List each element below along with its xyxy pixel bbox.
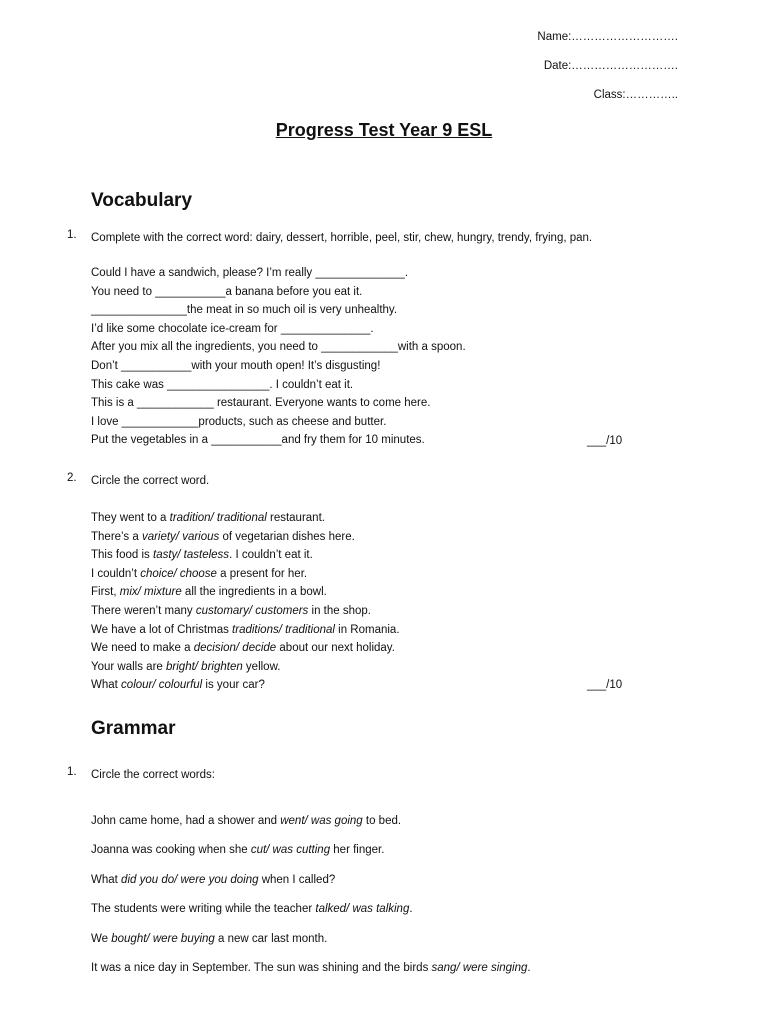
vocabulary-heading: Vocabulary bbox=[91, 190, 193, 211]
sentence-text: Joanna was cooking when she bbox=[91, 844, 251, 857]
sentence-line bbox=[91, 900, 531, 929]
sentence-text: in Romania. bbox=[334, 623, 400, 636]
sentence-line bbox=[91, 959, 531, 988]
answer-options[interactable]: bought/ were buying bbox=[111, 932, 215, 945]
answer-options[interactable]: went/ was going bbox=[280, 815, 363, 827]
answer-options[interactable]: customary/ customers bbox=[195, 604, 309, 617]
sentence-text: . bbox=[409, 903, 413, 916]
answer-options[interactable]: tradition/ traditional bbox=[169, 512, 267, 524]
sentence-line bbox=[91, 565, 400, 584]
sentence-text: a new car last month. bbox=[214, 932, 328, 945]
sentence-line: Don’t ___________with your mouth open! It’s disgusting! bbox=[91, 359, 381, 372]
sentence-line bbox=[91, 583, 400, 602]
answer-options[interactable]: sang/ were singing bbox=[431, 961, 528, 974]
answer-options[interactable]: cut/ was cutting bbox=[250, 844, 331, 857]
sentence-line bbox=[91, 676, 400, 695]
sentence-line bbox=[91, 841, 531, 870]
answer-options[interactable]: decision/ decide bbox=[193, 642, 277, 655]
answer-options[interactable]: tasty/ tasteless bbox=[153, 549, 230, 562]
date-field: Date:………………………. bbox=[543, 60, 678, 72]
sentence-text: in the shop. bbox=[308, 604, 371, 617]
answer-options[interactable]: talked/ was talking bbox=[315, 903, 410, 916]
answer-options[interactable]: colour/ colourful bbox=[121, 679, 203, 692]
sentence-line: Could I have a sandwich, please? I’m really ______________. bbox=[91, 267, 409, 279]
vocab-q2-sentences bbox=[91, 509, 400, 695]
class-field: Class:………….. bbox=[593, 89, 678, 101]
sentence-text: about our next holiday. bbox=[276, 642, 395, 655]
answer-options[interactable]: did you do/ were you doing bbox=[121, 873, 259, 886]
sentence-text: I couldn’t bbox=[91, 567, 141, 580]
sentence-line bbox=[91, 639, 400, 658]
sentence-text: First, bbox=[91, 586, 120, 599]
grammar-q1-instruction: Circle the correct words: bbox=[91, 769, 215, 781]
name-field: Name:………………………. bbox=[537, 31, 678, 43]
grammar-q1-sentences bbox=[91, 812, 531, 988]
answer-options[interactable]: choice/ choose bbox=[140, 567, 217, 580]
sentence-text: It was a nice day in September. The sun was shining and the birds bbox=[91, 961, 432, 974]
sentence-line bbox=[91, 509, 400, 528]
sentence-text: of vegetarian dishes here. bbox=[219, 530, 355, 543]
sentence-text: John came home, had a shower and bbox=[91, 815, 281, 827]
sentence-line bbox=[91, 602, 400, 621]
sentence-text: her finger. bbox=[330, 844, 385, 857]
answer-options[interactable]: bright/ brighten bbox=[166, 660, 243, 673]
sentence-line bbox=[91, 871, 531, 900]
sentence-text: We bbox=[91, 932, 112, 945]
vocab-q1-instruction: Complete with the correct word: dairy, dessert, horrible, peel, stir, chew, hungry, trendy, frying, pan. bbox=[91, 232, 593, 244]
sentence-text: a present for her. bbox=[216, 567, 308, 580]
sentence-text: when I called? bbox=[258, 873, 336, 886]
sentence-line: You need to ___________a banana before you eat it. bbox=[91, 285, 363, 298]
sentence-line: I’d like some chocolate ice-cream for ______________. bbox=[91, 322, 374, 335]
page-title: Progress Test Year 9 ESL bbox=[275, 120, 493, 140]
sentence-text: yellow. bbox=[242, 660, 281, 673]
sentence-text: There weren’t many bbox=[91, 604, 196, 617]
sentence-line bbox=[91, 930, 531, 959]
answer-options[interactable]: mix/ mixture bbox=[119, 586, 182, 599]
sentence-text: . bbox=[527, 961, 531, 974]
sentence-line bbox=[91, 546, 400, 565]
sentence-text: to bed. bbox=[362, 815, 402, 827]
sentence-text: They went to a bbox=[91, 512, 170, 524]
sentence-text: What bbox=[91, 679, 122, 692]
vocab-q2-score: ___/10 bbox=[587, 679, 623, 691]
sentence-text: There’s a bbox=[91, 530, 142, 543]
sentence-text: We have a lot of Christmas bbox=[91, 623, 233, 636]
sentence-line: _______________the meat in so much oil is very unhealthy. bbox=[91, 304, 398, 317]
vocab-q2-number: 2. bbox=[67, 472, 77, 484]
answer-options[interactable]: traditions/ traditional bbox=[232, 623, 335, 636]
sentence-line bbox=[91, 658, 400, 677]
sentence-text: . I couldn’t eat it. bbox=[229, 549, 313, 562]
sentence-text: all the ingredients in a bowl. bbox=[181, 586, 327, 599]
sentence-line bbox=[91, 528, 400, 547]
sentence-text: The students were writing while the teacher bbox=[91, 903, 316, 916]
vocab-q1-sentences bbox=[91, 264, 466, 450]
sentence-line bbox=[91, 812, 531, 841]
answer-options[interactable]: variety/ various bbox=[141, 530, 220, 543]
vocab-q2-instruction: Circle the correct word. bbox=[91, 475, 210, 487]
grammar-q1-number: 1. bbox=[67, 766, 77, 778]
vocab-q1-number: 1. bbox=[67, 229, 77, 241]
sentence-text: This food is bbox=[91, 549, 153, 562]
sentence-line bbox=[91, 621, 400, 640]
sentence-line: After you mix all the ingredients, you need to ____________with a spoon. bbox=[91, 341, 466, 354]
sentence-text: What bbox=[91, 873, 122, 886]
grammar-heading: Grammar bbox=[91, 718, 176, 739]
vocab-q1-score: ___/10 bbox=[587, 435, 623, 447]
sentence-text: restaurant. bbox=[266, 512, 325, 524]
sentence-line: This is a ____________ restaurant. Everyone wants to come here. bbox=[91, 397, 431, 410]
sentence-line: I love ____________products, such as cheese and butter. bbox=[91, 415, 387, 428]
sentence-line: This cake was ________________. I couldn’t eat it. bbox=[91, 378, 354, 391]
sentence-text: Your walls are bbox=[91, 660, 167, 673]
sentence-text: We need to make a bbox=[91, 642, 194, 655]
sentence-text: is your car? bbox=[202, 679, 265, 692]
sentence-line: Put the vegetables in a ___________and fry them for 10 minutes. bbox=[91, 434, 425, 447]
